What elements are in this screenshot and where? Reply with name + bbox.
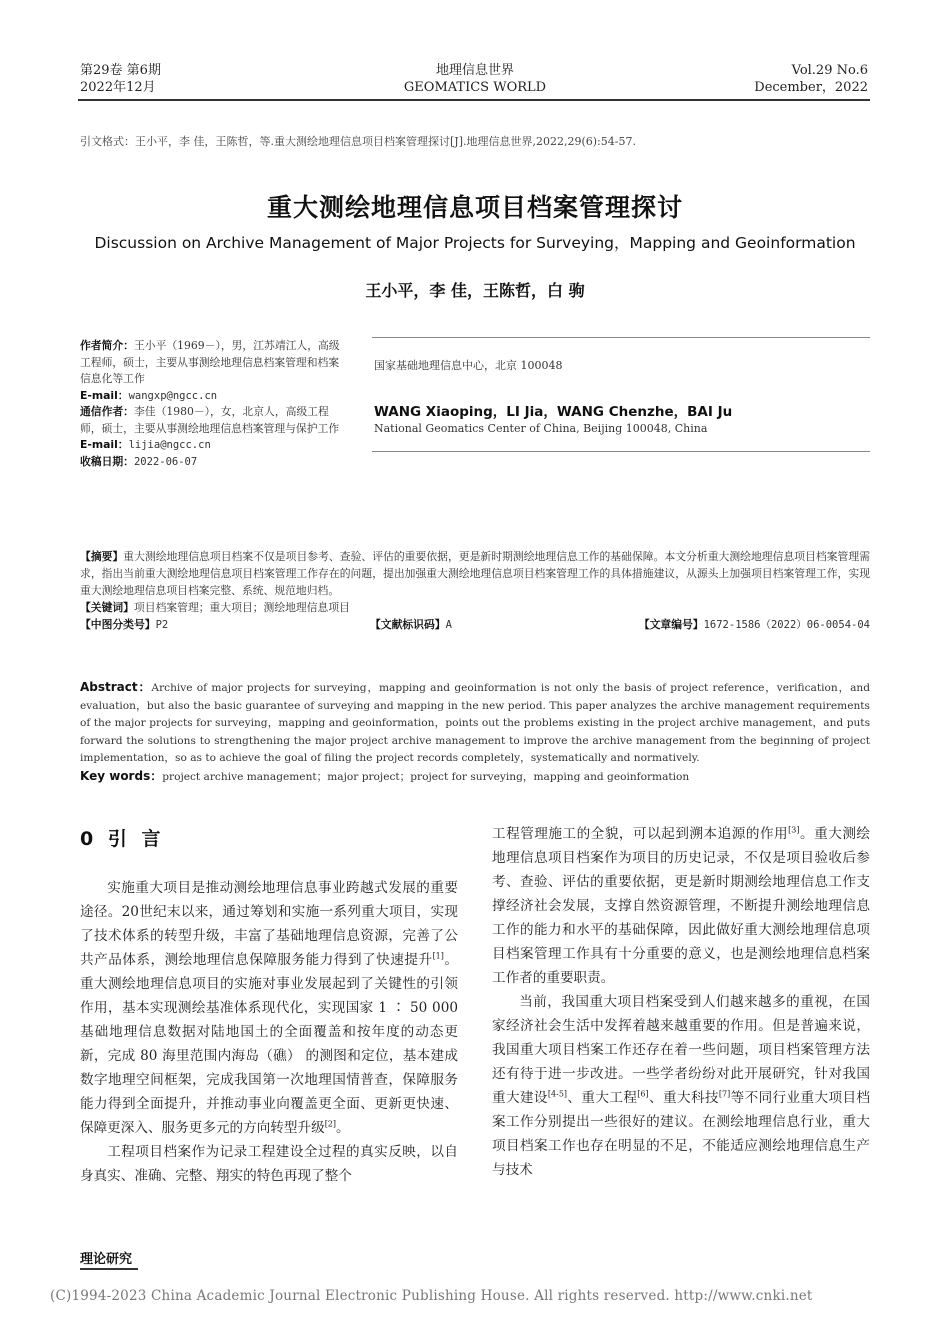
keywords-zh [80,599,870,616]
header-rule [78,99,870,101]
keywords-en-text: project archive management；major project；project for surveying，mapping and geoinformation [162,770,690,783]
authors-zh: 王小平，李 佳，王陈哲，白 驹 [365,281,585,300]
abstract-en-body [80,679,870,768]
publish-date-zh: 2022年12月 [80,80,156,95]
ref-2: [2] [324,1119,337,1129]
keywords-zh-text: 项目档案管理；重大项目；测绘地理信息项目 [133,601,350,614]
journal-volume [80,62,161,96]
right-p1c-text: 、重大科技 [648,1090,719,1106]
email-2: lijia@ngcc.cn [128,439,211,451]
right-paragraph-0 [492,822,870,990]
abstract-en-label: Abstract： [80,680,152,694]
left-paragraph-1 [80,876,458,1140]
affiliation-bottom-rule [372,451,870,452]
left-p1-text: 实施重大项目是推动测绘地理信息事业跨越式发展的重要途径。20世纪末以来，通过筹划和实施一系列重大项目，实现了技术体系的转型升级，丰富了基础地理信息资源，完善了公共产品体系，测绘地理信息保障服务能力得到了快速提升 [80,880,458,968]
author-email-1 [80,388,342,405]
section-heading: 0 引 言 [80,828,165,850]
classification-row [80,616,870,633]
ref-6: [6] [637,1089,649,1099]
right-p0b-text: 。重大测绘地理信息项目档案作为项目的历史记录，不仅是项目验收后参考、查验、评估的重要依据，更是新时期测绘地理信息工作支撑经济社会发展，支撑自然资源管理，不断提升测绘地理信息工作的能力和水平的基础保障，因此做好重大测绘地理信息项目档案管理工作具有十分重要的意义，也是测绘地理信息档案工作者的重要职责。 [492,826,871,986]
volume-issue: 第29卷 第6期 [80,63,161,78]
email-1: wangxp@ngcc.cn [128,389,218,402]
publish-date-en: December，2022 [754,80,868,95]
affiliation-en: National Geomatics Center of China, Beijing 100048, China [374,422,708,435]
citation-line: 引文格式：王小平，李 佳，王陈哲，等.重大测绘地理信息项目档案管理探讨[J].地理信息世界,2022,29(6):54-57. [80,135,636,148]
keywords-en [80,768,870,787]
right-paragraph-1 [492,990,870,1182]
section-tag: 理论研究 [80,1252,133,1267]
right-column [492,822,870,1182]
abstract-zh-body [80,548,870,599]
abstract-zh-text: 重大测绘地理信息项目档案不仅是项目参考、查验、评估的重要依据，更是新时期测绘地理信息工作的基础保障。本文分析重大测绘地理信息项目档案管理需求，指出当前重大测绘地理信息项目档案管理工作存在的问题，提出加强重大测绘地理信息项目档案管理工作的具体措施建议，从源头上加强项目档案管理工作，实现重大测绘地理信息项目档案完整、系统、规范地归档。 [80,550,871,597]
affiliation-zh: 国家基础地理信息中心，北京 100048 [374,359,563,372]
corresponding-author [80,404,342,437]
ref-1: [1] [432,951,444,961]
corr-label: 通信作者： [80,405,134,418]
journal-volume-en [754,62,868,96]
authors-en: WANG Xiaoping，LI Jia，WANG Chenzhe，BAI Ju [374,404,733,420]
title-zh: 重大测绘地理信息项目档案管理探讨 [266,193,683,222]
author-info [80,338,342,470]
article-number [639,616,870,634]
abstract-en [80,679,870,786]
journal-name [375,62,575,96]
email-label-2: E-mail： [80,438,129,451]
received-date [80,454,342,471]
bio-text: 王小平（1969－），男，江苏靖江人，高级工程师，硕士，主要从事测绘地理信息档案管理和档案信息化等工作 [80,339,340,385]
clc-value: P2 [155,619,169,631]
clc [80,616,168,634]
volume-issue-en: Vol.29 No.6 [791,63,868,78]
bio-label: 作者简介： [80,339,134,352]
ref-7: [7] [718,1089,731,1099]
author-bio [80,338,342,388]
left-p1b-text: 。重大测绘地理信息项目的实施对事业发展起到了关键性的引领作用，基本实现测绘基准体系现代化，实现国家 1 ∶ 50 000 基础地理信息数据对陆地国土的全面覆盖和按年度的动态更新，完成 80 海里范围内海岛（礁） 的测图和定位，基本建成数字地理空间框架，完成我国第一次地理国情普查，保障服务能力得到全面提升，并推动事业向覆盖更全面、更新更快速、保障更深入、服务更多元的方向转型升级 [80,952,459,1136]
right-p1d-text: 等不同行业重大项目档案工作分别提出一些很好的建议。在测绘地理信息行业，重大项目档案工作也存在明显的不足，不能适应测绘地理信息生产与技术 [492,1090,871,1178]
title-en: Discussion on Archive Management of Major Projects for Surveying，Mapping and Geoinformation [94,234,856,252]
doc-value: A [445,619,452,631]
left-paragraph-2: 工程项目档案作为记录工程建设全过程的真实反映，以自身真实、准确、完整、翔实的特色再现了整个 [80,1144,458,1184]
journal-name-en: GEOMATICS WORLD [403,80,547,95]
affiliation-top-rule [372,337,870,338]
art-label: 【文章编号】 [638,618,704,631]
author-email-2 [80,437,342,454]
copyright-notice: (C)1994-2023 China Academic Journal Electronic Publishing House. All rights reserved. http://www.cnki.net [50,1288,813,1304]
received-label: 收稿日期： [80,454,134,468]
keywords-zh-label: 【关键词】 [80,601,134,614]
journal-name-zh: 地理信息世界 [435,63,514,78]
left-p1c-text: 。 [336,1120,350,1136]
email-label-1: E-mail： [80,388,129,402]
clc-label: 【中图分类号】 [80,618,156,631]
received-value: 2022-06-07 [133,455,198,468]
ref-3: [3] [788,825,800,835]
left-column [80,876,458,1188]
keywords-en-label: Key words： [80,768,163,783]
right-p1-text: 当前，我国重大项目档案受到人们越来越多的重视，在国家经济社会生活中发挥着越来越重要的作用。但是普遍来说，我国重大项目档案工作还存在着一些问题，项目档案管理方法还有待于进一步改进。一些学者纷纷对此开展研究，针对我国重大建设 [492,994,870,1106]
ref-4-5: [4-5] [547,1089,568,1099]
doc-label: 【文献标识码】 [370,618,446,631]
doc-code [370,616,452,634]
right-p0-text: 工程管理施工的全貌，可以起到溯本追源的作用 [492,826,789,842]
section-tag-underline [80,1268,138,1270]
right-p1b-text: 、重大工程 [567,1090,638,1106]
abstract-zh-label: 【摘要】 [80,550,124,563]
corr-text: 李佳（1980－），女，北京人，高级工程师，硕士，主要从事测绘地理信息档案管理与保护工作 [80,405,340,435]
art-value: 1672-1586（2022）06-0054-04 [703,619,870,631]
abstract-zh [80,548,870,633]
abstract-en-text: Archive of major projects for surveying，mapping and geoinformation is not only the basis of project reference，verification，and evaluation，but also the basic guarantee of surveying and mapping in the new period. This paper analyzes the archive management requirements of the major projects for surveying，mapping and geoinformation，points out the problems existing in the project archive management，and puts forward the solutions to strengthening the major project archive management to improve the archive management from the beginning of project implementation，so as to achieve the goal of filing the project records completely，systematically and normatively. [80,682,870,764]
